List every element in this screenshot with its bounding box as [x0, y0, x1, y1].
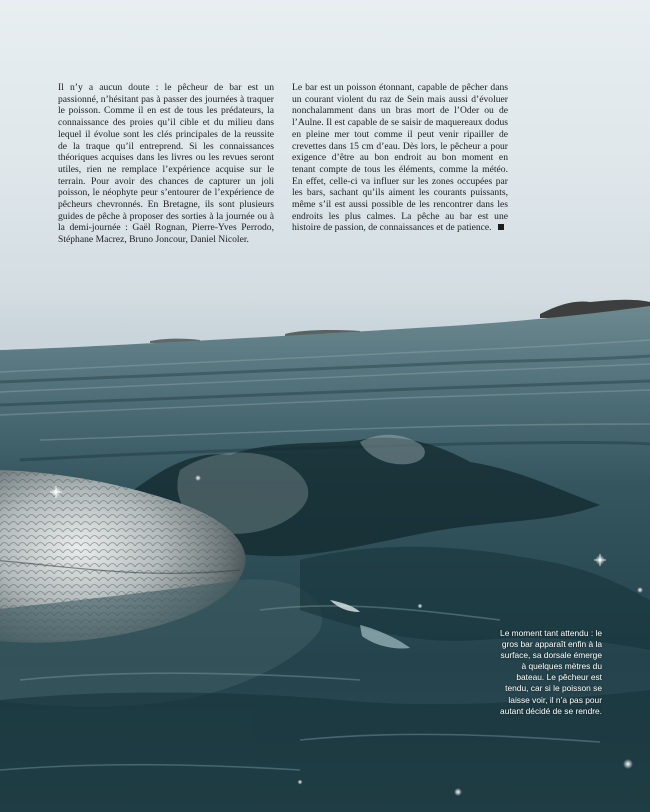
- photo-caption: Le moment tant attendu : le gros bar apparaît enfin à la surface, sa dorsale émerge à quelques mètres du bateau. Le pêcheur est tendu, car si le poisson se laisse voir, il n’a pas pour autant décidé de se rendre.: [500, 628, 602, 716]
- article-column-left: Il n’y a aucun doute : le pêcheur de bar est un passionné, n’hésitant pas à passer des journées à traquer le poisson. Comme il en est de tous les prédateurs, la connaissance des proies qu’il cible et du milieu dans lequel il évolue sont les clés principales de la reussite de la traque qu’il entreprend. Si les connaissances théoriques acquises dans les livres ou les revues seront utiles, rien ne remplace l’expérience acquise sur le terrain. Pour avoir des chances de capturer un joli poisson, le néophyte peur s’entourer de l’expérience de pêcheurs chevronnés. En Bretagne, ils sont plusieurs guides de pêche à proposer des sorties à la journée ou à la demi-journée : Gaël Rognan, Pierre-Yves Perrodo, Stéphane Macrez, Bruno Joncour, Daniel Nicoler.: [58, 82, 274, 246]
- article-column-right: [292, 82, 508, 234]
- end-of-article-mark: [498, 224, 504, 230]
- article-column-right-text: Le bar est un poisson étonnant, capable de pêcher dans un courant violent du raz de Sein mais aussi d’évoluer nonchalamment dans un bras mort de l’Oder ou de l’Aulne. Il est capable de se saisir de maquereaux dodus en pleine mer tout comme il peut venir ripailler de crevettes dans 15 cm d’eau. Dès lors, le pêcheur a pour exigence d’être au bon endroit au bon moment en tenant compte de tous les éléments, comme la météo. En effet, celle-ci va influer sur les zones occupées par les bars, sachant qu’ils aiment les courants puissants, même s’il est aussi possible de les rencontrer dans les endroits les plus calmes. La pêche au bar est une histoire de passion, de connaissances et de patience.: [292, 82, 508, 234]
